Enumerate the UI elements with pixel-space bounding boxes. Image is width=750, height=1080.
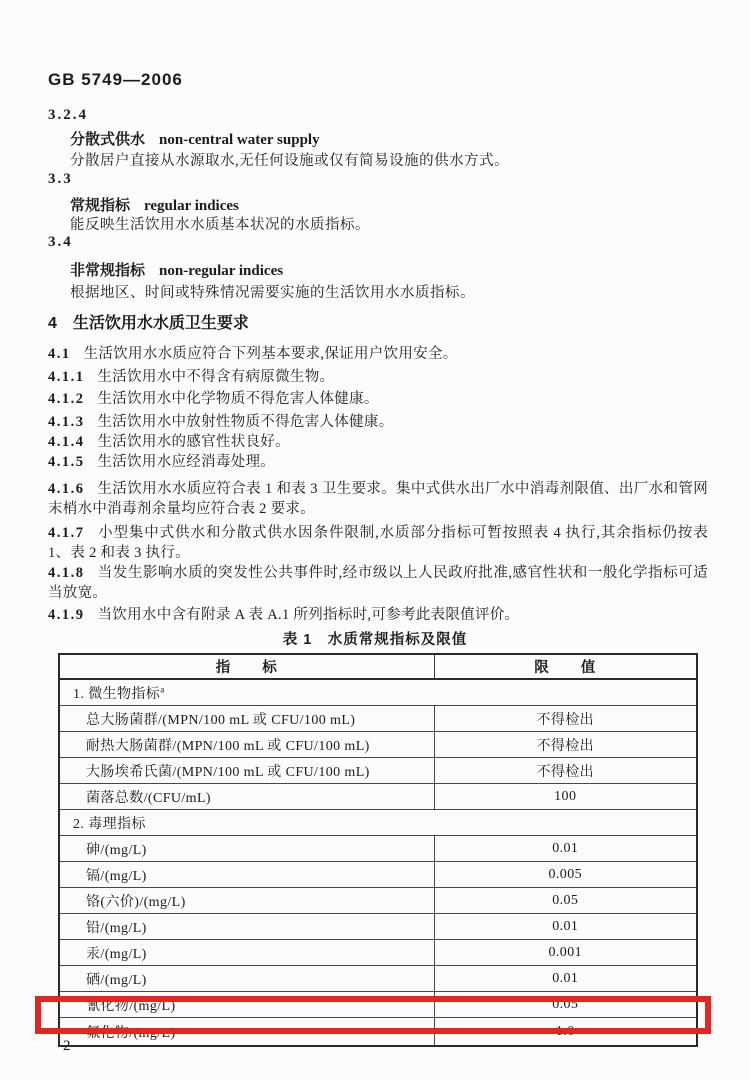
clause-4-1-5 (48, 452, 708, 472)
term-cn: 分散式供水 (70, 131, 146, 148)
clause-text: 当饮用水中含有附录 A 表 A.1 所列指标时,可参考此表限值评价。 (97, 607, 520, 623)
clause-text: 生活饮用水中放射性物质不得危害人体健康。 (97, 414, 394, 430)
term-en: non-regular indices (159, 263, 284, 279)
indicator-cell: 大肠埃希氏菌/(MPN/100 mL 或 CFU/100 mL) (59, 758, 434, 784)
indicator-cell: 镉/(mg/L) (59, 862, 434, 888)
table-row (59, 836, 697, 862)
table-row (59, 888, 697, 914)
clause-text: 生活饮用水的感官性状良好。 (97, 434, 290, 450)
limit-cell: 不得检出 (434, 758, 697, 784)
section-label-cell (59, 810, 697, 836)
footnote-marker: a (160, 683, 165, 694)
clause-text: 当发生影响水质的突发性公共事件时,经市级以上人民政府批准,感官性状和一般化学指标可适当放宽。 (48, 565, 708, 601)
term-line-3-3 (70, 194, 239, 215)
clause-4-1-9 (48, 605, 708, 625)
clause-number-3-2-4: 3.2.4 (48, 107, 88, 123)
limit-cell: 0.01 (434, 966, 697, 992)
clause-number: 4.1.2 (48, 391, 85, 407)
clause-4-1-6 (48, 479, 708, 519)
clause-4-1-2 (48, 389, 708, 409)
limit-cell: 不得检出 (434, 732, 697, 758)
clause-text: 生活饮用水中化学物质不得危害人体健康。 (97, 391, 379, 407)
table-1-title: 表 1 水质常规指标及限值 (282, 632, 468, 648)
limit-cell: 0.01 (434, 836, 697, 862)
page-number: 2 (63, 1038, 71, 1054)
section-label-cell (59, 679, 697, 706)
limit-cell: 0.05 (434, 992, 697, 1018)
indicator-cell: 硒/(mg/L) (59, 966, 434, 992)
clause-number: 4.1 (48, 346, 71, 362)
limit-cell: 0.05 (434, 888, 697, 914)
limit-cell: 100 (434, 784, 697, 810)
clause-number: 4.1.3 (48, 414, 85, 430)
column-header-limit: 限 值 (434, 654, 697, 679)
table-row (59, 862, 697, 888)
indicator-cell: 铅/(mg/L) (59, 914, 434, 940)
standard-code: GB 5749—2006 (48, 70, 183, 89)
term-en: regular indices (144, 198, 239, 214)
clause-4-1 (48, 344, 708, 364)
clause-text: 生活饮用水水质应符合下列基本要求,保证用户饮用安全。 (83, 346, 458, 362)
clause-4-1-8 (48, 563, 708, 603)
definition-3-4: 根据地区、时间或特殊情况需要实施的生活饮用水水质指标。 (70, 285, 475, 301)
clause-number: 4.1.8 (48, 565, 85, 581)
definition-3-3: 能反映生活饮用水水质基本状况的水质指标。 (70, 217, 370, 233)
table-section-row-toxicological (59, 810, 697, 836)
table-row (59, 914, 697, 940)
clause-4-1-4 (48, 432, 708, 452)
column-header-indicator: 指 标 (59, 654, 434, 679)
indicator-cell: 汞/(mg/L) (59, 940, 434, 966)
table-row (59, 784, 697, 810)
clause-number: 4.1.5 (48, 454, 85, 470)
clause-text: 生活饮用水水质应符合表 1 和表 3 卫生要求。集中式供水出厂水中消毒剂限值、出厂水和管网末梢水中消毒剂余量均应符合表 2 要求。 (48, 481, 708, 517)
clause-4-1-1 (48, 367, 708, 387)
table-row-fluoride-highlighted (59, 1018, 697, 1047)
indicator-cell: 氰化物/(mg/L) (59, 992, 434, 1018)
indicator-cell: 砷/(mg/L) (59, 836, 434, 862)
clause-number: 4.1.9 (48, 607, 85, 623)
indicator-cell: 耐热大肠菌群/(MPN/100 mL 或 CFU/100 mL) (59, 732, 434, 758)
limit-cell: 0.005 (434, 862, 697, 888)
section-4-heading (48, 310, 249, 333)
clause-number: 4.1.6 (48, 481, 85, 497)
table-row (59, 966, 697, 992)
indicator-cell: 氟化物/(mg/L) (59, 1018, 434, 1047)
term-line-3-4 (70, 259, 283, 280)
clause-number: 4.1.4 (48, 434, 85, 450)
table-1 (58, 653, 696, 1047)
clause-text: 生活饮用水应经消毒处理。 (97, 454, 276, 470)
clause-number: 4.1.7 (48, 525, 85, 541)
indicator-cell: 总大肠菌群/(MPN/100 mL 或 CFU/100 mL) (59, 706, 434, 732)
table-row (59, 706, 697, 732)
table-row (59, 758, 697, 784)
indicator-cell: 铬(六价)/(mg/L) (59, 888, 434, 914)
section-label: 1. 微生物指标 (73, 686, 161, 702)
section-number: 4 (48, 315, 57, 332)
term-line-3-2-4 (70, 128, 320, 149)
clause-number-3-3: 3.3 (48, 171, 73, 187)
indicator-cell: 菌落总数/(CFU/mL) (59, 784, 434, 810)
clause-text: 小型集中式供水和分散式供水因条件限制,水质部分指标可暂按照表 4 执行,其余指标仍按表 1、表 2 和表 3 执行。 (48, 525, 708, 561)
section-label: 2. 毒理指标 (73, 816, 146, 832)
limit-cell: 0.01 (434, 914, 697, 940)
clause-4-1-3 (48, 412, 708, 432)
limit-cell: 1.0 (434, 1018, 697, 1047)
table-row (59, 940, 697, 966)
limit-cell: 0.001 (434, 940, 697, 966)
table-row (59, 992, 697, 1018)
section-title: 生活饮用水水质卫生要求 (72, 315, 249, 332)
clause-text: 生活饮用水中不得含有病原微生物。 (97, 369, 335, 385)
clause-number-3-4: 3.4 (48, 234, 73, 250)
clause-number: 4.1.1 (48, 369, 85, 385)
term-cn: 常规指标 (70, 197, 131, 214)
definition-3-2-4: 分散居户直接从水源取水,无任何设施或仅有简易设施的供水方式。 (70, 153, 510, 169)
table-header-row (59, 654, 697, 679)
term-cn: 非常规指标 (70, 262, 146, 279)
table-row (59, 732, 697, 758)
term-en: non-central water supply (159, 132, 320, 148)
table-section-row-microbial (59, 679, 697, 706)
limit-cell: 不得检出 (434, 706, 697, 732)
clause-4-1-7 (48, 523, 708, 563)
